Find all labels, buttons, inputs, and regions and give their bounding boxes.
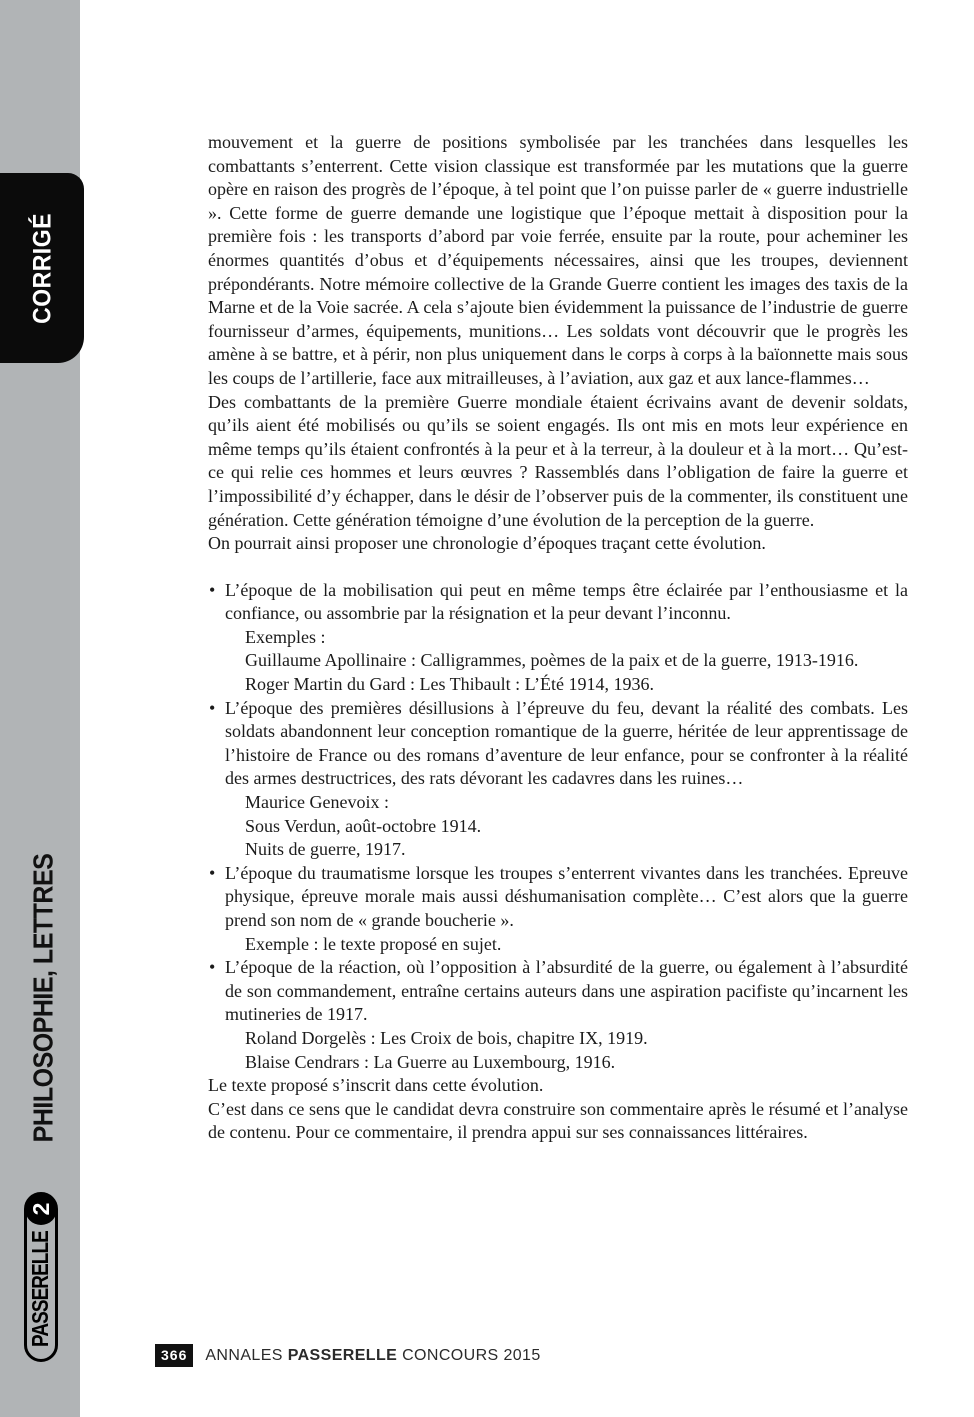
example-line: Exemple : le texte proposé en sujet.	[245, 933, 502, 954]
bullet-text: • L’époque du traumatisme lorsque les troupes s’enterrent vivantes dans les tranchées. Epreuve physique, épreuve morale mais aussi déshumanisation complète… C’est alors que la guerre prend son nom de « grande boucherie ».	[225, 862, 908, 930]
example-line: Maurice Genevoix :	[245, 792, 389, 813]
list-item-desillusions	[208, 697, 908, 862]
paragraph-1: mouvement et la guerre de positions symbolisée par les tranchées dans lesquelles les combattants s’enterrent. Cette vision classique est transformée par les mutations que la guerre opère en raison des progrès de l’époque, à tel point que l’on puisse parler de « guerre industrielle ». Cette forme de guerre demande une logistique que l’époque mettait à disposition pour la première fois : les transports d’abord par voie ferrée, ensuite par la route, pour acheminer les énormes quantités d’obus et d’équipements nécessaires, ainsi que les troupes, deviennent prépondérants. Notre mémoire collective de la Grande Guerre contient les images des taxis de la Marne et de la Voie sacrée. A cela s’ajoute bien évidemment la puissance de l’industrie de guerre fournisseur d’armes, équipements, munitions… Les soldats vont découvrir que le progrès les amène à se battre, et à périr, non plus uniquement dans le corps à corps à la baïonnette mais sous les coups de l’artillerie, face aux mitrailleuses, à l’aviation, aux gaz et aux lance-flammes…	[208, 132, 908, 388]
epoch-list	[208, 579, 908, 1074]
corrige-tab	[0, 173, 84, 363]
example-line: Sous Verdun, août-octobre 1914.	[245, 815, 482, 836]
footer-title	[205, 1347, 540, 1365]
passerelle-logo-number: 2	[25, 1193, 57, 1225]
footer-annales: ANNALES	[205, 1346, 283, 1364]
passerelle-logo-text: PASSERELLE	[27, 1231, 54, 1347]
bullet-text: • L’époque de la mobilisation qui peut en même temps être éclairée par l’enthousiasme et la confiance, ou assombrie par la résignation et la peur devant l’inconnu.	[225, 579, 908, 624]
closing-line-1: Le texte proposé s’inscrit dans cette évolution.	[208, 1075, 544, 1096]
closing-line-rest: C’est dans ce sens que le candidat devra construire son commentaire après le résumé et l’analyse de contenu. Pour ce commentaire, il prendra appui sur ses connaissances littéraires.	[208, 1098, 908, 1143]
paragraph-3: On pourrait ainsi proposer une chronologie d’époques traçant cette évolution.	[208, 533, 766, 554]
page-number-badge: 366	[155, 1344, 193, 1367]
list-item-reaction	[208, 956, 908, 1074]
paragraph-2: Des combattants de la première Guerre mondiale étaient écrivains avant de devenir soldats, qu’ils aient été mobilisés ou qu’ils se soient engagés. Ils ont mis en mots leur expérience en même temps qu’ils étaient confrontés à la peur et à la terreur, à la douleur et à la mort… Qu’est-ce qui relie ces hommes et leurs œuvres ? Rassemblés dans l’obligation de faire la guerre et l’impossibilité d’y échapper, dans le désir de l’observer puis de la commenter, ils constituent une génération. Cette génération témoigne d’une évolution de la perception de la guerre.	[208, 391, 908, 530]
bullet-text: • L’époque des premières désillusions à l’épreuve du feu, devant la réalité des combats. Les soldats abandonnent leur conception romantique de la guerre, héritée de leur apprentissage de l’histoire de France ou des romans d’aventure de leur enfance, pour se confronter à la réalité des armes destructrices, des rats dévorant les cadavres dans les ruines…	[225, 697, 908, 789]
list-item-mobilisation	[208, 579, 908, 697]
example-line: Roland Dorgelès : Les Croix de bois, chapitre IX, 1919.	[245, 1027, 648, 1048]
footer-concours: CONCOURS 2015	[402, 1346, 541, 1364]
page-footer	[155, 1344, 541, 1367]
bullet-text: • L’époque de la réaction, où l’opposition à l’absurdité de la guerre, ou également à l’absurdité de son commandement, entraîne certains auteurs dans une aspiration pacifiste qu’incarnent les mutineries de 1917.	[225, 957, 908, 1025]
passerelle-logo	[24, 1192, 58, 1362]
corrige-label: CORRIGÉ	[27, 212, 56, 324]
sidebar	[0, 0, 80, 1417]
example-line: Guillaume Apollinaire : Calligrammes, poèmes de la paix et de la guerre, 1913-1916.	[245, 650, 859, 671]
example-line: Blaise Cendrars : La Guerre au Luxembourg, 1916.	[245, 1051, 616, 1072]
main-text-column	[208, 131, 908, 1145]
example-line: Nuits de guerre, 1917.	[245, 839, 406, 860]
list-item-traumatisme	[208, 862, 908, 956]
closing-paragraph	[208, 1074, 908, 1145]
example-line: Exemples :	[245, 626, 326, 647]
example-line: Roger Martin du Gard : Les Thibault : L’Été 1914, 1936.	[245, 674, 654, 695]
footer-passerelle: PASSERELLE	[287, 1346, 398, 1364]
sidebar-section-title: PHILOSOPHIE, LETTRES	[27, 853, 60, 1143]
